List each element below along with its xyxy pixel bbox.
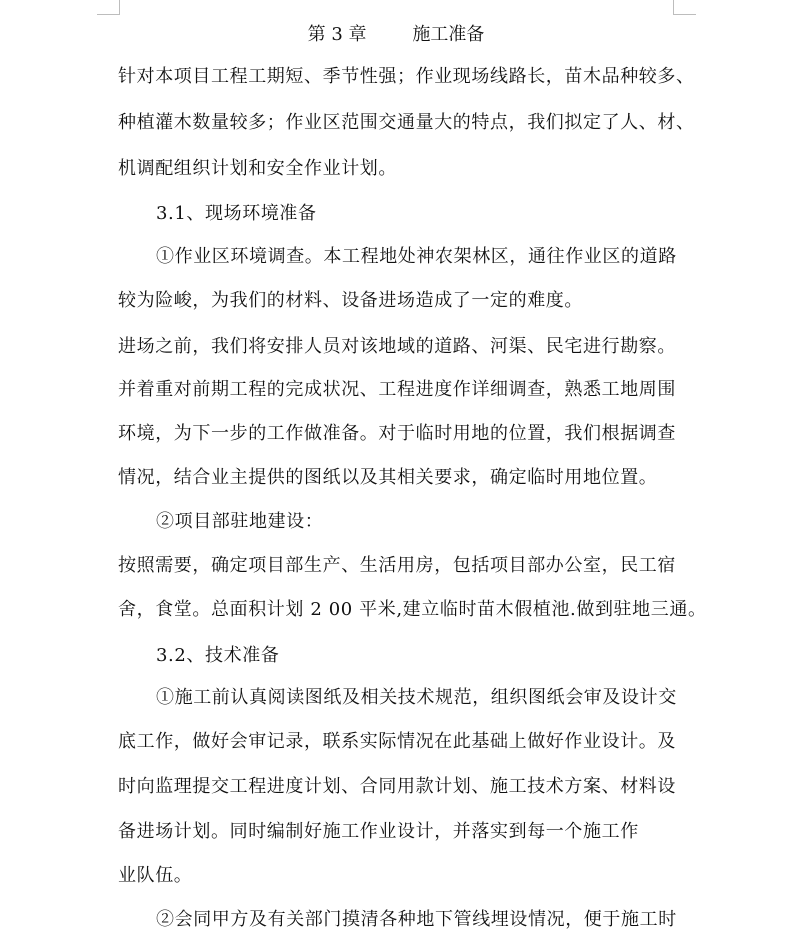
chapter-heading xyxy=(0,20,792,50)
paragraph-line: 情况，结合业主提供的图纸以及其相关要求，确定临时用地位置。 xyxy=(118,467,658,488)
paragraph-line: 舍，食堂。总面积计划 2 00 平米,建立临时苗木假植池.做到驻地三通。 xyxy=(118,599,707,620)
section-heading-3-2: 3.2、技术准备 xyxy=(156,645,280,666)
paragraph-line: ①作业区环境调查。本工程地处神农架林区，通往作业区的道路 xyxy=(156,246,677,267)
crop-mark-top-right xyxy=(673,0,696,15)
paragraph-line: 种植灌木数量较多；作业区范围交通量大的特点，我们拟定了人、材、 xyxy=(118,112,695,133)
chapter-title: 施工准备 xyxy=(412,24,485,45)
paragraph-line: 机调配组织计划和安全作业计划。 xyxy=(118,158,397,179)
paragraph-line: 并着重对前期工程的完成状况、工程进度作详细调查，熟悉工地周围 xyxy=(118,379,676,400)
section-heading-3-1: 3.1、现场环境准备 xyxy=(156,203,317,224)
paragraph-line: ①施工前认真阅读图纸及相关技术规范，组织图纸会审及设计交 xyxy=(156,687,677,708)
paragraph-line: 环境，为下一步的工作做准备。对于临时用地的位置，我们根据调查 xyxy=(118,423,676,444)
paragraph-line: ②会同甲方及有关部门摸清各种地下管线埋设情况，便于施工时 xyxy=(156,909,677,930)
paragraph-line: 针对本项目工程工期短、季节性强；作业现场线路长，苗木品种较多、 xyxy=(118,66,695,87)
crop-mark-top-left xyxy=(97,0,120,15)
chapter-number: 第 3 章 xyxy=(307,24,367,45)
subsection-heading: ②项目部驻地建设： xyxy=(156,511,324,532)
paragraph-line: 备进场计划。同时编制好施工作业设计，并落实到每一个施工作 xyxy=(118,821,639,842)
paragraph-line: 时向监理提交工程进度计划、合同用款计划、施工技术方案、材料设 xyxy=(118,776,676,797)
paragraph-line: 业队伍。 xyxy=(118,865,193,886)
paragraph-line: 按照需要，确定项目部生产、生活用房，包括项目部办公室，民工宿 xyxy=(118,555,676,576)
paragraph-line: 进场之前，我们将安排人员对该地域的道路、河渠、民宅进行勘察。 xyxy=(118,336,676,357)
paragraph-line: 底工作，做好会审记录，联系实际情况在此基础上做好作业设计。及 xyxy=(118,731,676,752)
paragraph-line: 较为险峻，为我们的材料、设备进场造成了一定的难度。 xyxy=(118,290,583,311)
